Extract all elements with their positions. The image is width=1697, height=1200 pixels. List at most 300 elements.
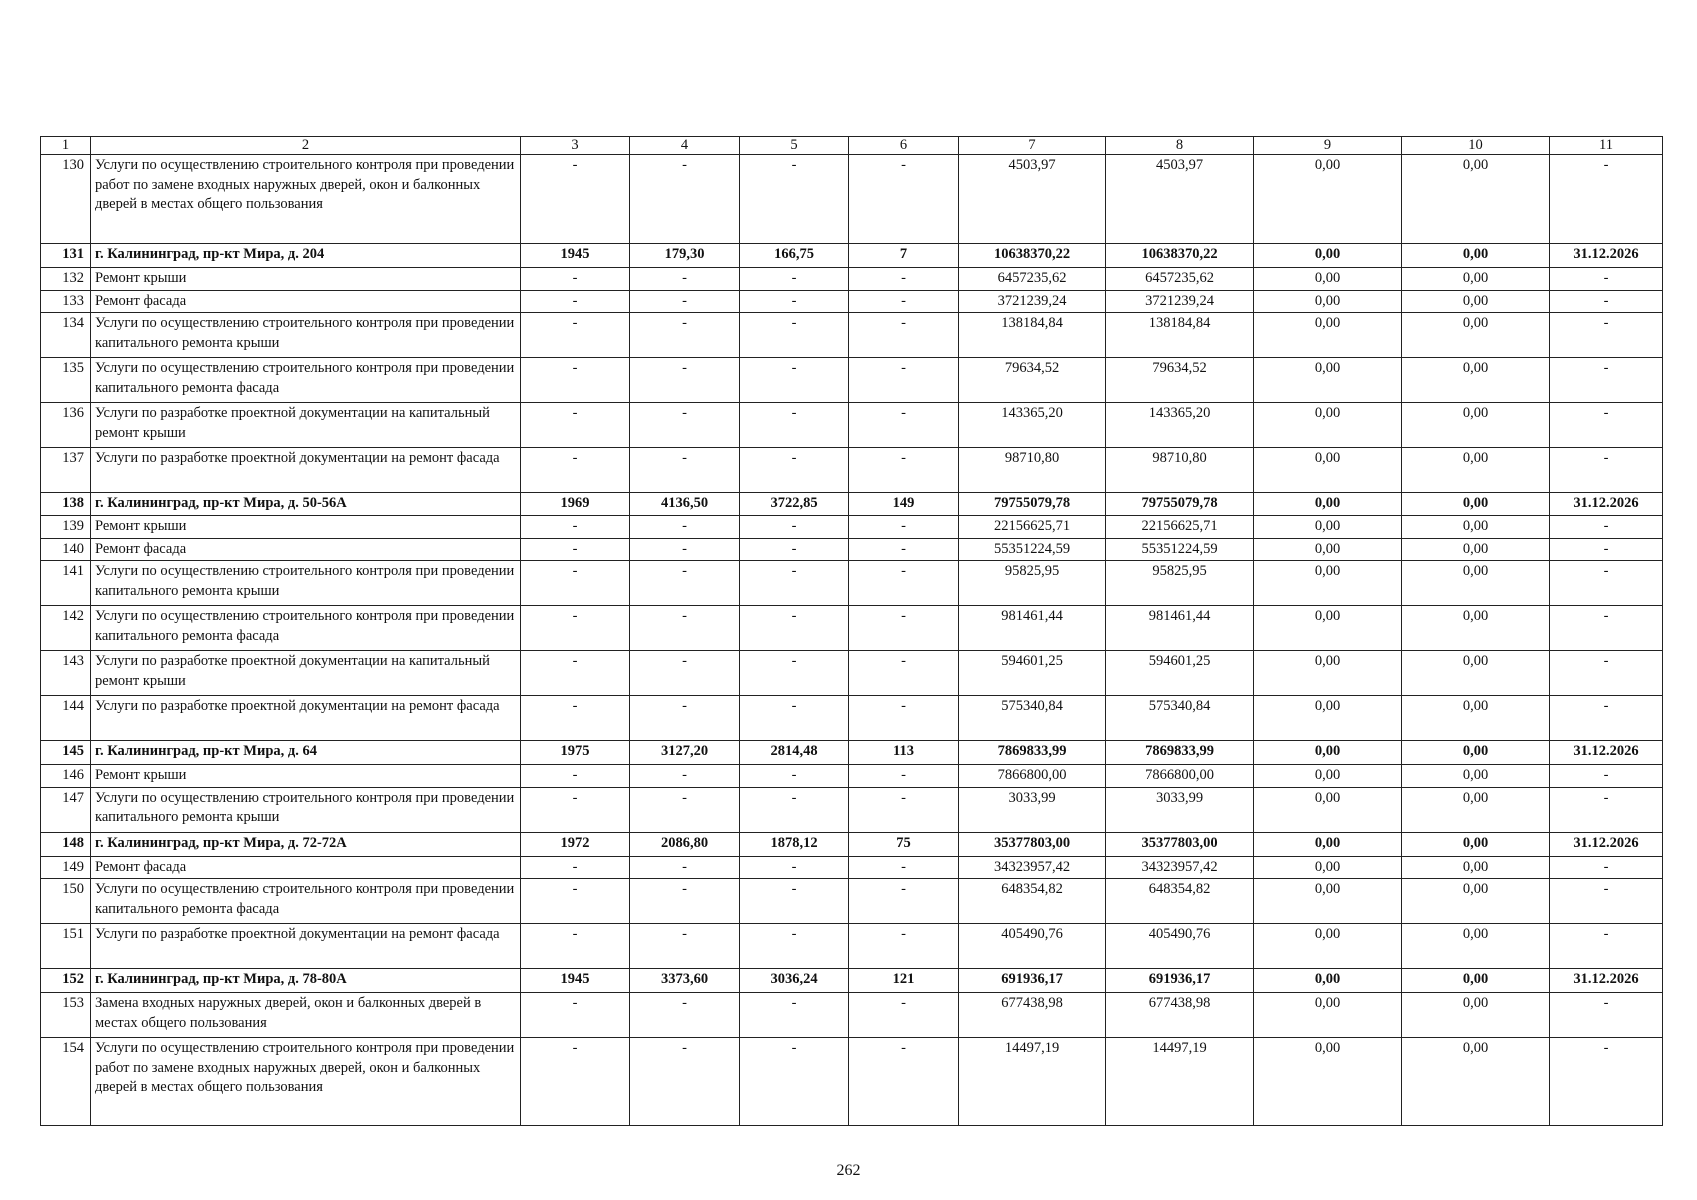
living-area-cell: - bbox=[740, 561, 849, 606]
row-number-cell: 153 bbox=[41, 993, 91, 1038]
total-area-cell: - bbox=[630, 924, 740, 969]
other-cost-cell: 0,00 bbox=[1402, 561, 1550, 606]
other-cost-cell: 0,00 bbox=[1402, 924, 1550, 969]
fund-cost-cell: 22156625,71 bbox=[1106, 516, 1254, 539]
budget-cost-cell: 0,00 bbox=[1254, 313, 1402, 358]
budget-cost-cell: 0,00 bbox=[1254, 448, 1402, 493]
other-cost-cell: 0,00 bbox=[1402, 290, 1550, 313]
total-area-cell: - bbox=[630, 358, 740, 403]
total-area-cell: - bbox=[630, 290, 740, 313]
living-area-cell: 3036,24 bbox=[740, 969, 849, 993]
living-area-cell: - bbox=[740, 448, 849, 493]
work-description-cell: Ремонт крыши bbox=[91, 268, 521, 291]
total-area-cell: - bbox=[630, 561, 740, 606]
column-header: 4 bbox=[630, 137, 740, 155]
work-row bbox=[41, 651, 1663, 696]
other-cost-cell: 0,00 bbox=[1402, 856, 1550, 879]
column-header: 7 bbox=[959, 137, 1106, 155]
living-area-cell: - bbox=[740, 290, 849, 313]
total-cost-cell: 14497,19 bbox=[959, 1038, 1106, 1126]
row-number-cell: 136 bbox=[41, 403, 91, 448]
work-description-cell: Ремонт фасада bbox=[91, 538, 521, 561]
residents-count-cell: - bbox=[849, 268, 959, 291]
work-description-cell: Услуги по осуществлению строительного контроля при проведении работ по замене входных наружных дверей, окон и балконных дверей в местах общего пользования bbox=[91, 1038, 521, 1126]
total-area-cell: - bbox=[630, 313, 740, 358]
total-area-cell: - bbox=[630, 879, 740, 924]
build-year-cell: - bbox=[521, 856, 630, 879]
other-cost-cell: 0,00 bbox=[1402, 448, 1550, 493]
build-year-cell: - bbox=[521, 313, 630, 358]
total-area-cell: - bbox=[630, 606, 740, 651]
other-cost-cell: 0,00 bbox=[1402, 832, 1550, 856]
build-year-cell: - bbox=[521, 516, 630, 539]
total-cost-cell: 575340,84 bbox=[959, 696, 1106, 741]
total-cost-cell: 7869833,99 bbox=[959, 741, 1106, 765]
total-cost-cell: 594601,25 bbox=[959, 651, 1106, 696]
completion-date-cell: - bbox=[1550, 1038, 1663, 1126]
residents-count-cell: - bbox=[849, 787, 959, 832]
residents-count-cell: - bbox=[849, 561, 959, 606]
completion-date-cell: - bbox=[1550, 924, 1663, 969]
residents-count-cell: - bbox=[849, 1038, 959, 1126]
total-area-cell: 4136,50 bbox=[630, 493, 740, 516]
column-number-row bbox=[41, 137, 1663, 155]
fund-cost-cell: 98710,80 bbox=[1106, 448, 1254, 493]
fund-cost-cell: 6457235,62 bbox=[1106, 268, 1254, 291]
residents-count-cell: - bbox=[849, 358, 959, 403]
work-row bbox=[41, 606, 1663, 651]
other-cost-cell: 0,00 bbox=[1402, 741, 1550, 765]
work-row bbox=[41, 403, 1663, 448]
row-number-cell: 142 bbox=[41, 606, 91, 651]
other-cost-cell: 0,00 bbox=[1402, 651, 1550, 696]
row-number-cell: 148 bbox=[41, 832, 91, 856]
completion-date-cell: - bbox=[1550, 155, 1663, 244]
total-cost-cell: 6457235,62 bbox=[959, 268, 1106, 291]
living-area-cell: - bbox=[740, 268, 849, 291]
column-header: 6 bbox=[849, 137, 959, 155]
total-area-cell: - bbox=[630, 538, 740, 561]
living-area-cell: - bbox=[740, 879, 849, 924]
row-number-cell: 132 bbox=[41, 268, 91, 291]
fund-cost-cell: 7869833,99 bbox=[1106, 741, 1254, 765]
living-area-cell: - bbox=[740, 538, 849, 561]
other-cost-cell: 0,00 bbox=[1402, 1038, 1550, 1126]
budget-cost-cell: 0,00 bbox=[1254, 765, 1402, 788]
fund-cost-cell: 405490,76 bbox=[1106, 924, 1254, 969]
fund-cost-cell: 691936,17 bbox=[1106, 969, 1254, 993]
total-area-cell: - bbox=[630, 993, 740, 1038]
other-cost-cell: 0,00 bbox=[1402, 993, 1550, 1038]
living-area-cell: - bbox=[740, 765, 849, 788]
living-area-cell: - bbox=[740, 651, 849, 696]
total-cost-cell: 405490,76 bbox=[959, 924, 1106, 969]
row-number-cell: 137 bbox=[41, 448, 91, 493]
completion-date-cell: - bbox=[1550, 879, 1663, 924]
column-header: 8 bbox=[1106, 137, 1254, 155]
row-number-cell: 138 bbox=[41, 493, 91, 516]
residents-count-cell: - bbox=[849, 651, 959, 696]
row-number-cell: 152 bbox=[41, 969, 91, 993]
row-number-cell: 134 bbox=[41, 313, 91, 358]
completion-date-cell: - bbox=[1550, 765, 1663, 788]
living-area-cell: 2814,48 bbox=[740, 741, 849, 765]
budget-cost-cell: 0,00 bbox=[1254, 741, 1402, 765]
residents-count-cell: - bbox=[849, 448, 959, 493]
residents-count-cell: - bbox=[849, 403, 959, 448]
completion-date-cell: - bbox=[1550, 856, 1663, 879]
row-number-cell: 131 bbox=[41, 244, 91, 268]
work-description-cell: Замена входных наружных дверей, окон и балконных дверей в местах общего пользования bbox=[91, 993, 521, 1038]
living-area-cell: - bbox=[740, 993, 849, 1038]
work-row bbox=[41, 787, 1663, 832]
total-cost-cell: 79634,52 bbox=[959, 358, 1106, 403]
work-row bbox=[41, 879, 1663, 924]
work-description-cell: Услуги по разработке проектной документации на капитальный ремонт крыши bbox=[91, 651, 521, 696]
residents-count-cell: - bbox=[849, 765, 959, 788]
work-description-cell: Услуги по осуществлению строительного контроля при проведении капитального ремонта фасада bbox=[91, 358, 521, 403]
completion-date-cell: - bbox=[1550, 606, 1663, 651]
total-area-cell: - bbox=[630, 787, 740, 832]
residents-count-cell: 121 bbox=[849, 969, 959, 993]
fund-cost-cell: 3033,99 bbox=[1106, 787, 1254, 832]
column-header: 1 bbox=[41, 137, 91, 155]
budget-cost-cell: 0,00 bbox=[1254, 993, 1402, 1038]
work-row bbox=[41, 993, 1663, 1038]
row-number-cell: 154 bbox=[41, 1038, 91, 1126]
total-cost-cell: 981461,44 bbox=[959, 606, 1106, 651]
residents-count-cell: - bbox=[849, 313, 959, 358]
completion-date-cell: - bbox=[1550, 696, 1663, 741]
budget-cost-cell: 0,00 bbox=[1254, 155, 1402, 244]
work-description-cell: Услуги по осуществлению строительного контроля при проведении капитального ремонта фасада bbox=[91, 879, 521, 924]
work-description-cell: Услуги по разработке проектной документации на ремонт фасада bbox=[91, 924, 521, 969]
work-description-cell: г. Калининград, пр-кт Мира, д. 78-80А bbox=[91, 969, 521, 993]
other-cost-cell: 0,00 bbox=[1402, 358, 1550, 403]
row-number-cell: 147 bbox=[41, 787, 91, 832]
other-cost-cell: 0,00 bbox=[1402, 313, 1550, 358]
fund-cost-cell: 34323957,42 bbox=[1106, 856, 1254, 879]
total-area-cell: - bbox=[630, 696, 740, 741]
work-description-cell: Услуги по осуществлению строительного контроля при проведении капитального ремонта крыши bbox=[91, 787, 521, 832]
build-year-cell: - bbox=[521, 924, 630, 969]
total-cost-cell: 79755079,78 bbox=[959, 493, 1106, 516]
residents-count-cell: - bbox=[849, 696, 959, 741]
work-row bbox=[41, 516, 1663, 539]
work-row bbox=[41, 856, 1663, 879]
total-cost-cell: 648354,82 bbox=[959, 879, 1106, 924]
build-year-cell: - bbox=[521, 651, 630, 696]
work-description-cell: г. Калининград, пр-кт Мира, д. 204 bbox=[91, 244, 521, 268]
completion-date-cell: 31.12.2026 bbox=[1550, 832, 1663, 856]
address-row bbox=[41, 969, 1663, 993]
total-cost-cell: 35377803,00 bbox=[959, 832, 1106, 856]
residents-count-cell: - bbox=[849, 290, 959, 313]
budget-cost-cell: 0,00 bbox=[1254, 244, 1402, 268]
row-number-cell: 149 bbox=[41, 856, 91, 879]
work-row bbox=[41, 696, 1663, 741]
work-description-cell: Услуги по разработке проектной документации на ремонт фасада bbox=[91, 448, 521, 493]
row-number-cell: 151 bbox=[41, 924, 91, 969]
total-area-cell: - bbox=[630, 448, 740, 493]
other-cost-cell: 0,00 bbox=[1402, 765, 1550, 788]
total-cost-cell: 4503,97 bbox=[959, 155, 1106, 244]
completion-date-cell: - bbox=[1550, 403, 1663, 448]
budget-cost-cell: 0,00 bbox=[1254, 879, 1402, 924]
total-area-cell: - bbox=[630, 1038, 740, 1126]
fund-cost-cell: 4503,97 bbox=[1106, 155, 1254, 244]
fund-cost-cell: 95825,95 bbox=[1106, 561, 1254, 606]
other-cost-cell: 0,00 bbox=[1402, 969, 1550, 993]
build-year-cell: - bbox=[521, 538, 630, 561]
row-number-cell: 144 bbox=[41, 696, 91, 741]
build-year-cell: - bbox=[521, 696, 630, 741]
residents-count-cell: 7 bbox=[849, 244, 959, 268]
living-area-cell: - bbox=[740, 313, 849, 358]
budget-cost-cell: 0,00 bbox=[1254, 290, 1402, 313]
completion-date-cell: 31.12.2026 bbox=[1550, 741, 1663, 765]
row-number-cell: 141 bbox=[41, 561, 91, 606]
budget-cost-cell: 0,00 bbox=[1254, 516, 1402, 539]
row-number-cell: 143 bbox=[41, 651, 91, 696]
row-number-cell: 135 bbox=[41, 358, 91, 403]
build-year-cell: - bbox=[521, 403, 630, 448]
total-cost-cell: 98710,80 bbox=[959, 448, 1106, 493]
capital-repair-table bbox=[40, 136, 1663, 1126]
living-area-cell: 3722,85 bbox=[740, 493, 849, 516]
total-area-cell: - bbox=[630, 516, 740, 539]
address-row bbox=[41, 741, 1663, 765]
completion-date-cell: - bbox=[1550, 268, 1663, 291]
other-cost-cell: 0,00 bbox=[1402, 244, 1550, 268]
row-number-cell: 150 bbox=[41, 879, 91, 924]
residents-count-cell: - bbox=[849, 856, 959, 879]
build-year-cell: - bbox=[521, 155, 630, 244]
build-year-cell: - bbox=[521, 1038, 630, 1126]
work-description-cell: г. Калининград, пр-кт Мира, д. 50-56А bbox=[91, 493, 521, 516]
work-row bbox=[41, 924, 1663, 969]
fund-cost-cell: 594601,25 bbox=[1106, 651, 1254, 696]
residents-count-cell: - bbox=[849, 993, 959, 1038]
budget-cost-cell: 0,00 bbox=[1254, 606, 1402, 651]
living-area-cell: - bbox=[740, 606, 849, 651]
fund-cost-cell: 981461,44 bbox=[1106, 606, 1254, 651]
completion-date-cell: - bbox=[1550, 290, 1663, 313]
work-row bbox=[41, 561, 1663, 606]
address-row bbox=[41, 493, 1663, 516]
other-cost-cell: 0,00 bbox=[1402, 403, 1550, 448]
column-header: 10 bbox=[1402, 137, 1550, 155]
other-cost-cell: 0,00 bbox=[1402, 696, 1550, 741]
living-area-cell: - bbox=[740, 787, 849, 832]
build-year-cell: - bbox=[521, 561, 630, 606]
row-number-cell: 133 bbox=[41, 290, 91, 313]
column-header: 5 bbox=[740, 137, 849, 155]
work-description-cell: Услуги по осуществлению строительного контроля при проведении работ по замене входных наружных дверей, окон и балконных дверей в местах общего пользования bbox=[91, 155, 521, 244]
living-area-cell: - bbox=[740, 155, 849, 244]
work-row bbox=[41, 290, 1663, 313]
total-cost-cell: 10638370,22 bbox=[959, 244, 1106, 268]
work-row bbox=[41, 765, 1663, 788]
residents-count-cell: - bbox=[849, 516, 959, 539]
build-year-cell: - bbox=[521, 879, 630, 924]
build-year-cell: - bbox=[521, 787, 630, 832]
build-year-cell: 1945 bbox=[521, 244, 630, 268]
page-number: 262 bbox=[836, 1162, 861, 1179]
build-year-cell: 1975 bbox=[521, 741, 630, 765]
fund-cost-cell: 138184,84 bbox=[1106, 313, 1254, 358]
completion-date-cell: - bbox=[1550, 313, 1663, 358]
completion-date-cell: - bbox=[1550, 358, 1663, 403]
total-cost-cell: 7866800,00 bbox=[959, 765, 1106, 788]
build-year-cell: - bbox=[521, 765, 630, 788]
budget-cost-cell: 0,00 bbox=[1254, 832, 1402, 856]
residents-count-cell: - bbox=[849, 879, 959, 924]
other-cost-cell: 0,00 bbox=[1402, 787, 1550, 832]
total-cost-cell: 55351224,59 bbox=[959, 538, 1106, 561]
fund-cost-cell: 14497,19 bbox=[1106, 1038, 1254, 1126]
budget-cost-cell: 0,00 bbox=[1254, 1038, 1402, 1126]
residents-count-cell: - bbox=[849, 538, 959, 561]
total-area-cell: 3127,20 bbox=[630, 741, 740, 765]
work-description-cell: Услуги по разработке проектной документации на ремонт фасада bbox=[91, 696, 521, 741]
work-description-cell: г. Калининград, пр-кт Мира, д. 64 bbox=[91, 741, 521, 765]
total-cost-cell: 3033,99 bbox=[959, 787, 1106, 832]
row-number-cell: 140 bbox=[41, 538, 91, 561]
residents-count-cell: 113 bbox=[849, 741, 959, 765]
budget-cost-cell: 0,00 bbox=[1254, 924, 1402, 969]
completion-date-cell: 31.12.2026 bbox=[1550, 244, 1663, 268]
work-description-cell: Услуги по осуществлению строительного контроля при проведении капитального ремонта фасада bbox=[91, 606, 521, 651]
living-area-cell: - bbox=[740, 516, 849, 539]
work-row bbox=[41, 538, 1663, 561]
budget-cost-cell: 0,00 bbox=[1254, 538, 1402, 561]
budget-cost-cell: 0,00 bbox=[1254, 787, 1402, 832]
total-area-cell: - bbox=[630, 765, 740, 788]
fund-cost-cell: 79755079,78 bbox=[1106, 493, 1254, 516]
total-cost-cell: 677438,98 bbox=[959, 993, 1106, 1038]
living-area-cell: - bbox=[740, 696, 849, 741]
fund-cost-cell: 575340,84 bbox=[1106, 696, 1254, 741]
total-cost-cell: 138184,84 bbox=[959, 313, 1106, 358]
total-cost-cell: 22156625,71 bbox=[959, 516, 1106, 539]
build-year-cell: 1945 bbox=[521, 969, 630, 993]
budget-cost-cell: 0,00 bbox=[1254, 651, 1402, 696]
budget-cost-cell: 0,00 bbox=[1254, 856, 1402, 879]
work-description-cell: Ремонт крыши bbox=[91, 516, 521, 539]
work-description-cell: Услуги по осуществлению строительного контроля при проведении капитального ремонта крыши bbox=[91, 561, 521, 606]
column-header: 11 bbox=[1550, 137, 1663, 155]
work-row bbox=[41, 313, 1663, 358]
total-cost-cell: 95825,95 bbox=[959, 561, 1106, 606]
build-year-cell: 1969 bbox=[521, 493, 630, 516]
living-area-cell: - bbox=[740, 403, 849, 448]
column-header: 2 bbox=[91, 137, 521, 155]
budget-cost-cell: 0,00 bbox=[1254, 493, 1402, 516]
total-area-cell: - bbox=[630, 155, 740, 244]
work-description-cell: Ремонт крыши bbox=[91, 765, 521, 788]
living-area-cell: - bbox=[740, 358, 849, 403]
budget-cost-cell: 0,00 bbox=[1254, 403, 1402, 448]
work-row bbox=[41, 1038, 1663, 1126]
work-description-cell: Ремонт фасада bbox=[91, 856, 521, 879]
fund-cost-cell: 3721239,24 bbox=[1106, 290, 1254, 313]
row-number-cell: 139 bbox=[41, 516, 91, 539]
total-cost-cell: 3721239,24 bbox=[959, 290, 1106, 313]
completion-date-cell: - bbox=[1550, 787, 1663, 832]
work-description-cell: Услуги по разработке проектной документации на капитальный ремонт крыши bbox=[91, 403, 521, 448]
other-cost-cell: 0,00 bbox=[1402, 538, 1550, 561]
fund-cost-cell: 143365,20 bbox=[1106, 403, 1254, 448]
other-cost-cell: 0,00 bbox=[1402, 493, 1550, 516]
column-header: 3 bbox=[521, 137, 630, 155]
work-description-cell: Ремонт фасада bbox=[91, 290, 521, 313]
build-year-cell: - bbox=[521, 358, 630, 403]
build-year-cell: - bbox=[521, 606, 630, 651]
work-description-cell: г. Калининград, пр-кт Мира, д. 72-72А bbox=[91, 832, 521, 856]
fund-cost-cell: 55351224,59 bbox=[1106, 538, 1254, 561]
fund-cost-cell: 648354,82 bbox=[1106, 879, 1254, 924]
fund-cost-cell: 79634,52 bbox=[1106, 358, 1254, 403]
living-area-cell: - bbox=[740, 1038, 849, 1126]
column-header: 9 bbox=[1254, 137, 1402, 155]
living-area-cell: - bbox=[740, 856, 849, 879]
completion-date-cell: - bbox=[1550, 516, 1663, 539]
work-row bbox=[41, 268, 1663, 291]
residents-count-cell: - bbox=[849, 924, 959, 969]
row-number-cell: 130 bbox=[41, 155, 91, 244]
budget-cost-cell: 0,00 bbox=[1254, 969, 1402, 993]
other-cost-cell: 0,00 bbox=[1402, 879, 1550, 924]
address-row bbox=[41, 244, 1663, 268]
completion-date-cell: - bbox=[1550, 651, 1663, 696]
build-year-cell: - bbox=[521, 290, 630, 313]
build-year-cell: - bbox=[521, 993, 630, 1038]
living-area-cell: 166,75 bbox=[740, 244, 849, 268]
residents-count-cell: - bbox=[849, 155, 959, 244]
other-cost-cell: 0,00 bbox=[1402, 516, 1550, 539]
total-area-cell: - bbox=[630, 651, 740, 696]
residents-count-cell: 75 bbox=[849, 832, 959, 856]
total-area-cell: - bbox=[630, 268, 740, 291]
total-cost-cell: 34323957,42 bbox=[959, 856, 1106, 879]
completion-date-cell: - bbox=[1550, 538, 1663, 561]
total-area-cell: - bbox=[630, 856, 740, 879]
work-row bbox=[41, 155, 1663, 244]
work-row bbox=[41, 448, 1663, 493]
budget-cost-cell: 0,00 bbox=[1254, 358, 1402, 403]
residents-count-cell: 149 bbox=[849, 493, 959, 516]
total-area-cell: 179,30 bbox=[630, 244, 740, 268]
living-area-cell: - bbox=[740, 924, 849, 969]
total-area-cell: 3373,60 bbox=[630, 969, 740, 993]
build-year-cell: - bbox=[521, 448, 630, 493]
total-area-cell: 2086,80 bbox=[630, 832, 740, 856]
row-number-cell: 145 bbox=[41, 741, 91, 765]
build-year-cell: 1972 bbox=[521, 832, 630, 856]
fund-cost-cell: 10638370,22 bbox=[1106, 244, 1254, 268]
build-year-cell: - bbox=[521, 268, 630, 291]
total-cost-cell: 691936,17 bbox=[959, 969, 1106, 993]
completion-date-cell: - bbox=[1550, 561, 1663, 606]
living-area-cell: 1878,12 bbox=[740, 832, 849, 856]
total-area-cell: - bbox=[630, 403, 740, 448]
completion-date-cell: 31.12.2026 bbox=[1550, 493, 1663, 516]
other-cost-cell: 0,00 bbox=[1402, 606, 1550, 651]
completion-date-cell: - bbox=[1550, 448, 1663, 493]
fund-cost-cell: 7866800,00 bbox=[1106, 765, 1254, 788]
completion-date-cell: - bbox=[1550, 993, 1663, 1038]
